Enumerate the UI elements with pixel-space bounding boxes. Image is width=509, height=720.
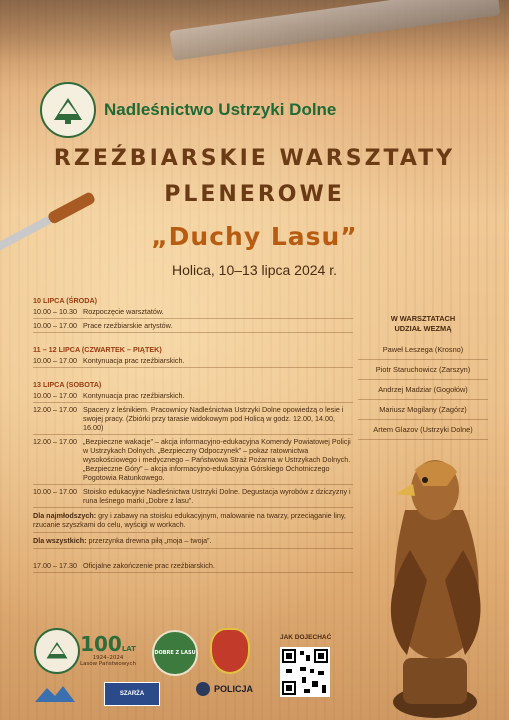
participants-heading-1: W WARSZTATACH [390, 314, 456, 323]
lasy-panstwowe-logo [40, 82, 96, 138]
schedule-row [33, 403, 353, 435]
row-time: 12.00 – 17.00 [33, 405, 77, 414]
day-heading: 11 – 12 LIPCA (CZWARTEK – PIĄTEK) [33, 345, 162, 354]
schedule-row [33, 389, 353, 403]
all-paragraph [33, 533, 353, 549]
org-name: Nadleśnictwo Ustrzyki Dolne [104, 100, 337, 119]
schedule-row [33, 354, 353, 368]
lp100-big: 100 [80, 631, 122, 656]
row-text: Kontynuacja prac rzeźbiarskich. [83, 356, 185, 365]
row-text: Oficjalne zakończenie prac rzeźbiarskich. [83, 561, 215, 570]
participant-item: Piotr Staruchowicz (Zarszyn) [358, 360, 488, 380]
day-heading: 10 LIPCA (ŚRODA) [33, 296, 98, 305]
police-star-icon [196, 682, 210, 696]
footer [0, 620, 509, 720]
row-time: 12.00 – 17.00 [33, 437, 77, 446]
row-text: Kontynuacja prac rzeźbiarskich. [83, 391, 185, 400]
row-text: Prace rzeźbiarskie artystów. [83, 321, 173, 330]
row-time: 10.00 – 17.00 [33, 356, 77, 365]
row-time: 10.00 – 17.00 [33, 487, 77, 496]
schedule-row [33, 485, 353, 508]
lp100-small: LAT [121, 644, 136, 653]
row-text: „Bezpieczne wakacje” – akcja informacyjno-edukacyjna Komendy Powiatowej Policji w Ustrzykach Dolnych. „Bezpieczny Odpoczynek” – pokaz ratownictwa wysokościowego i medycznego – Państwowa Straż Pożarna w Ustrzykach Dolnych. „Bezpieczne Góry” – akcja informacyjno-edukacyjna Górskiego Ochotniczego Pogotowia Ratunkowego. [83, 437, 351, 482]
lasy-panstwowe-logo-small [34, 628, 80, 674]
schedule-row [33, 435, 353, 485]
participants-heading-2: UDZIAŁ WEZMĄ [394, 324, 452, 333]
row-time: 17.00 – 17.30 [33, 561, 77, 570]
lp100-years: 1924–2024 [92, 654, 124, 661]
kids-text: gry i zabawy na stoisku edukacyjnym, malowanie na twarzy, przeciąganie liny, rzucanie szyszkami do celu, wyścigi w workach. [33, 511, 346, 529]
qr-code[interactable] [280, 647, 330, 697]
kids-label: Dla najmłodszych: [33, 511, 97, 520]
date-place: Holica, 10–13 lipca 2024 r. [172, 262, 337, 278]
participants [358, 314, 488, 440]
day-heading: 13 LIPCA (SOBOTA) [33, 380, 102, 389]
schedule-row [33, 559, 353, 573]
schedule [33, 294, 353, 573]
row-time: 10.00 – 17.00 [33, 321, 77, 330]
100-lat-lp-logo [80, 626, 136, 674]
lp100-name: Lasów Państwowych [80, 660, 136, 667]
row-text: Stoisko edukacyjne Nadleśnictwa Ustrzyki Dolne. Degustacja wyrobów z dziczyzny i runa leśnego marki „Dobre z lasu”. [83, 487, 351, 505]
szarza-logo: SZARŻA [104, 682, 160, 706]
participant-item: Mariusz Mogilany (Zagórz) [358, 400, 488, 420]
policja-logo [196, 682, 253, 696]
row-text: Rozpoczęcie warsztatów. [83, 307, 164, 316]
schedule-row [33, 305, 353, 319]
participant-item: Paweł Leszega (Krosno) [358, 340, 488, 360]
row-time: 10.00 – 10.30 [33, 307, 77, 316]
row-time: 10.00 – 17.00 [33, 391, 77, 400]
policja-text: POLICJA [214, 684, 254, 694]
header [40, 82, 336, 138]
subtitle: „Duchy Lasu” [151, 222, 358, 251]
kids-paragraph [33, 508, 353, 533]
schedule-row [33, 319, 353, 333]
qr-label: JAK DOJECHAĆ [280, 634, 332, 641]
dobre-z-lasu-logo: DOBRE Z LASU [152, 630, 198, 676]
all-label: Dla wszystkich: [33, 536, 87, 545]
strazak-badge-icon [210, 628, 250, 674]
mountain-logo [35, 682, 75, 704]
participants-heading [358, 314, 488, 334]
participant-item: Artem Glazov (Ustrzyki Dolne) [358, 420, 488, 440]
participant-item: Andrzej Madziar (Gogołów) [358, 380, 488, 400]
all-text: przerzynka drewna piłą „moja – twoja”. [88, 536, 212, 545]
row-text: Spacery z leśnikiem. Pracownicy Nadleśnictwa Ustrzyki Dolne opowiedzą o lesie i swojej pracy. (Zbiórki przy tarasie widokowym pod Holicą w godz. 12.00, 14.00, 16.00) [83, 405, 344, 432]
title-line-2: PLENEROWE [164, 182, 345, 207]
title-line-1: RZEŹBIARSKIE WARSZTATY [53, 146, 456, 171]
